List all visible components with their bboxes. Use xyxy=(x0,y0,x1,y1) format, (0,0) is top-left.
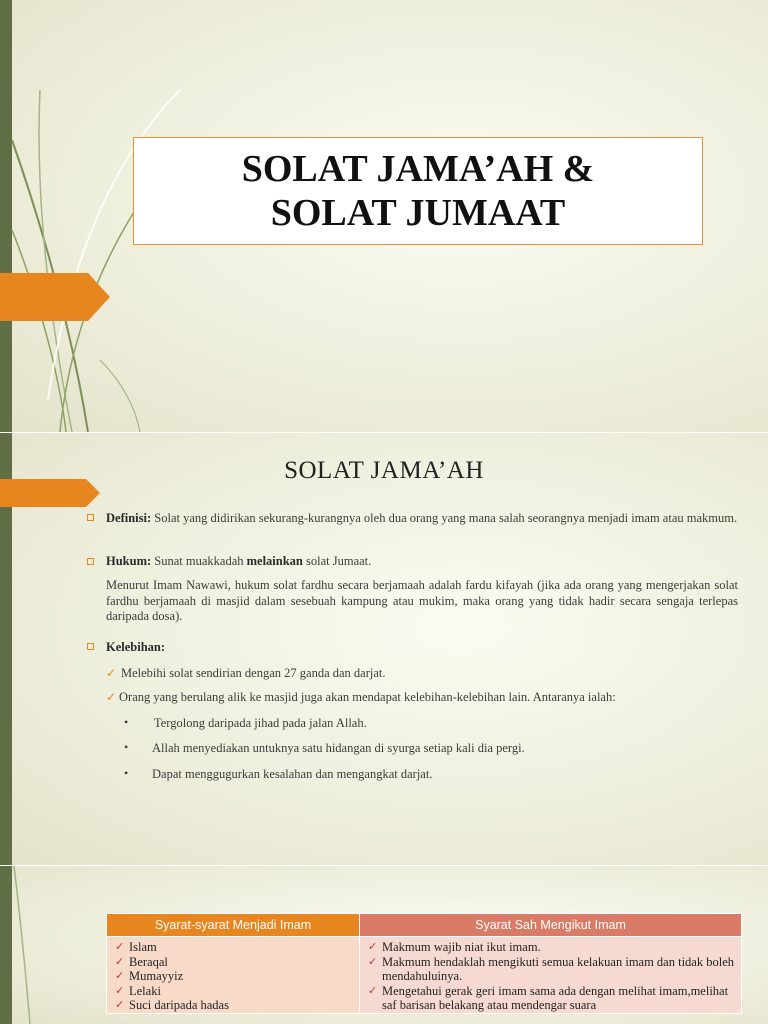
bullet-dot-icon: • xyxy=(124,715,129,729)
hukum-label: Hukum: xyxy=(106,554,152,568)
kelebihan-label-text: Kelebihan: xyxy=(106,640,166,654)
list-item: ✓ Islam xyxy=(115,940,353,955)
orange-arrow-marker xyxy=(0,273,110,321)
col1-header: Syarat-syarat Menjadi Imam xyxy=(107,914,360,937)
sub-item-2: Allah menyediakan untuknya satu hidangan di syurga setiap kali dia pergi. xyxy=(152,741,525,755)
list-item: ✓ Beraqal xyxy=(115,955,353,970)
list-item: ✓ Mengetahui gerak geri imam sama ada dengan melihat imam,melihat saf barisan belakang atau mendengar suara xyxy=(368,984,735,1013)
list-item: ✓ Lelaki xyxy=(115,984,353,999)
nawawi-paragraph: Menurut Imam Nawawi, hukum solat fardhu secara berjamaah adalah fardu kifayah (jika ada orang yang mengerjakan solat fardhu berjamaah di masjid dalam sesebuah kampung atau mukim, maka orang yang tidak hadir secara sengaja terlepas daripada dosa). xyxy=(106,578,738,623)
square-bullet-icon xyxy=(87,514,94,521)
bullet-dot-icon: • xyxy=(124,740,129,754)
definisi-paragraph xyxy=(106,511,738,527)
hukum-text-pre: Sunat muakkadah xyxy=(154,554,244,568)
slide-title xyxy=(0,0,768,432)
kelebihan-item-1: Melebihi solat sendirian dengan 27 ganda dan darjat. xyxy=(121,666,386,680)
definisi-label: Definisi: xyxy=(106,511,152,525)
list-item: ✓ Makmum hendaklah mengikuti semua kelakuan imam dan tidak boleh mendahuluinya. xyxy=(368,955,735,984)
hukum-paragraph xyxy=(106,554,738,570)
col2-cell xyxy=(360,937,742,1014)
slide-left-bar xyxy=(0,866,12,1024)
title-line-2: SOLAT JUMAAT xyxy=(270,192,566,234)
kelebihan-item-2: Orang yang berulang alik ke masjid juga akan mendapat kelebihan-kelebihan lain. Antaranya ialah: xyxy=(119,690,616,704)
list-item: ✓ Mumayyiz xyxy=(115,969,353,984)
check-icon: ✓ xyxy=(106,690,117,704)
kelebihan-label xyxy=(106,640,165,656)
hukum-text-post: solat Jumaat. xyxy=(306,554,372,568)
definisi-text: Solat yang didirikan sekurang-kurangnya oleh dua orang yang mana salah seorangnya menjadi imam atau makmum. xyxy=(154,511,738,525)
hukum-text-bold: melainkan xyxy=(246,554,303,568)
list-item: ✓ Suci daripada hadas xyxy=(115,998,353,1013)
bullet-dot-icon: • xyxy=(124,766,129,780)
slide-syarat-imam xyxy=(0,866,768,1024)
syarat-table xyxy=(106,913,742,1014)
title-line-1: SOLAT JAMA’AH & xyxy=(241,148,595,190)
check-icon: ✓ xyxy=(106,666,117,680)
slide-title: SOLAT JAMA’AH xyxy=(284,457,484,484)
slide-left-bar xyxy=(0,0,12,432)
square-bullet-icon xyxy=(87,643,94,650)
col2-header: Syarat Sah Mengikut Imam xyxy=(360,914,742,937)
square-bullet-icon xyxy=(87,558,94,565)
sub-item-1: Tergolong daripada jihad pada jalan Allah. xyxy=(154,716,367,730)
slide-solat-jamaah xyxy=(0,433,768,865)
list-item: ✓ Makmum wajib niat ikut imam. xyxy=(368,940,735,955)
sub-item-3: Dapat menggugurkan kesalahan dan mengangkat darjat. xyxy=(152,767,433,781)
col1-cell xyxy=(107,937,360,1014)
title-box xyxy=(133,137,703,245)
